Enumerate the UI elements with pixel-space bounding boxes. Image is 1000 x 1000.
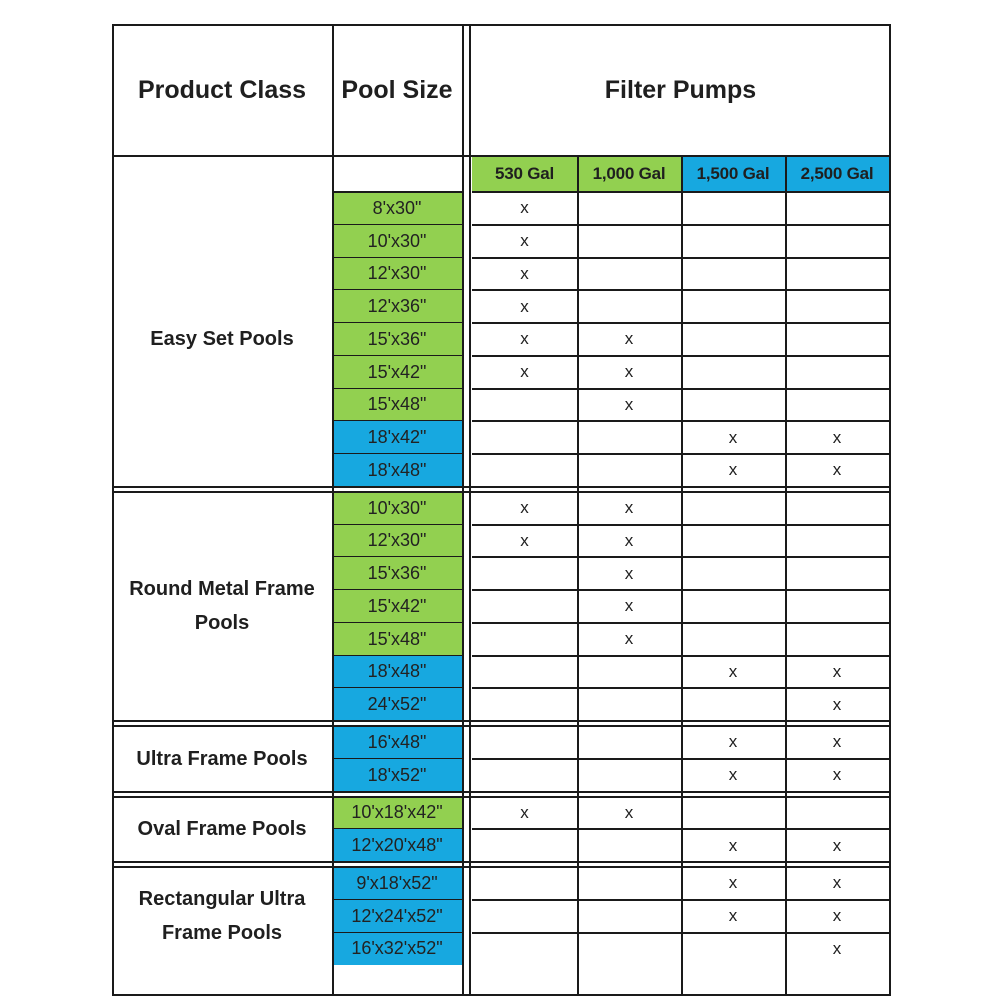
group-separator xyxy=(112,725,889,727)
table-top-border xyxy=(112,24,891,26)
pump-mark: x xyxy=(520,198,529,218)
pump-mark: x xyxy=(728,906,738,926)
pump-mark: x xyxy=(728,661,738,681)
pool-size-cell: 15'x36" xyxy=(332,557,462,590)
pool-size-cell: 15'x36" xyxy=(332,323,462,356)
pool-size-cell: 10'x18'x42" xyxy=(332,797,462,830)
product-class-label: Rectangular Ultra Frame Pools xyxy=(138,888,306,945)
pool-size-cell: 18'x48" xyxy=(332,454,462,487)
pool-size-cell: 12'x24'x52" xyxy=(332,900,462,933)
pool-size-cell: 9'x18'x52" xyxy=(332,867,462,900)
pump-column-divider xyxy=(577,156,579,996)
pump-header-2: 1,500 Gal xyxy=(681,156,785,192)
pump-mark: x xyxy=(624,563,634,583)
header-bottom-rule xyxy=(112,155,889,157)
pump-mark: x xyxy=(728,427,738,447)
group-separator xyxy=(112,791,889,793)
class-size-divider xyxy=(332,24,334,996)
pump-mark: x xyxy=(832,873,842,893)
size-double-rule-left xyxy=(462,24,464,996)
table-right-border xyxy=(889,24,891,996)
pump-mark: x xyxy=(520,263,529,283)
product-class-header: Product Class xyxy=(137,75,307,104)
pool-size-cell: 15'x42" xyxy=(332,356,462,389)
size-double-rule-right xyxy=(469,24,471,996)
pump-row-rule xyxy=(332,191,462,193)
product-class-label: Easy Set Pools xyxy=(150,328,294,351)
group-separator xyxy=(112,491,889,493)
pump-mark: x xyxy=(520,802,529,822)
pump-column-divider xyxy=(681,156,683,996)
pump-mark: x xyxy=(520,498,529,518)
pool-size-cell: 18'x48" xyxy=(332,656,462,689)
pool-size-cell: 15'x48" xyxy=(332,389,462,422)
pool-size-header: Pool Size xyxy=(341,75,453,104)
pump-mark: x xyxy=(832,460,842,480)
group-separator xyxy=(112,861,889,863)
product-class-label: Ultra Frame Pools xyxy=(136,747,308,770)
pump-mark: x xyxy=(832,938,842,958)
product-class-label: Oval Frame Pools xyxy=(137,818,307,841)
pool-size-cell: 16'x48" xyxy=(332,726,462,759)
pump-mark: x xyxy=(624,394,634,414)
pump-mark: x xyxy=(728,873,738,893)
pump-mark: x xyxy=(832,765,842,785)
pump-mark: x xyxy=(832,906,842,926)
pump-mark: x xyxy=(728,765,738,785)
pool-size-cell: 12'x20'x48" xyxy=(332,829,462,862)
pump-mark: x xyxy=(520,231,529,251)
pool-size-cell: 12'x30" xyxy=(332,525,462,558)
pump-mark: x xyxy=(624,498,634,518)
pool-size-cell: 12'x36" xyxy=(332,290,462,323)
pump-mark: x xyxy=(832,835,842,855)
group-separator xyxy=(112,486,889,488)
pump-mark: x xyxy=(624,329,634,349)
pool-size-cell: 15'x48" xyxy=(332,623,462,656)
filter-pumps-header: Filter Pumps xyxy=(604,75,757,104)
product-class-label: Round Metal Frame Pools xyxy=(129,578,315,635)
pool-size-cell: 10'x30" xyxy=(332,225,462,258)
pump-header-1: 1,000 Gal xyxy=(577,156,681,192)
pool-size-cell: 18'x52" xyxy=(332,759,462,792)
pool-size-cell: 8'x30" xyxy=(332,192,462,225)
pump-mark: x xyxy=(624,530,634,550)
pump-mark: x xyxy=(832,661,842,681)
pump-mark: x xyxy=(624,596,634,616)
pump-header-3: 2,500 Gal xyxy=(785,156,889,192)
pool-size-cell: 24'x52" xyxy=(332,688,462,721)
pump-mark: x xyxy=(520,530,529,550)
pump-mark: x xyxy=(832,694,842,714)
group-separator xyxy=(112,866,889,868)
pump-mark: x xyxy=(624,802,634,822)
pool-size-cell: 16'x32'x52" xyxy=(332,933,462,966)
pump-mark: x xyxy=(520,362,529,382)
pool-size-cell: 10'x30" xyxy=(332,492,462,525)
group-separator xyxy=(112,720,889,722)
pool-size-cell: 12'x30" xyxy=(332,258,462,291)
pump-mark: x xyxy=(728,835,738,855)
pool-size-cell: 18'x42" xyxy=(332,421,462,454)
group-separator xyxy=(112,796,889,798)
pool-size-cell: 15'x42" xyxy=(332,590,462,623)
pump-mark: x xyxy=(624,362,634,382)
table-bottom-border xyxy=(112,994,891,996)
pump-mark: x xyxy=(728,460,738,480)
pump-mark: x xyxy=(832,427,842,447)
pump-mark: x xyxy=(832,732,842,752)
pump-column-divider xyxy=(785,156,787,996)
pump-mark: x xyxy=(520,296,529,316)
pump-mark: x xyxy=(624,629,634,649)
table-left-border xyxy=(112,24,114,996)
pump-mark: x xyxy=(728,732,738,752)
pump-mark: x xyxy=(520,329,529,349)
pump-header-0: 530 Gal xyxy=(472,156,577,192)
